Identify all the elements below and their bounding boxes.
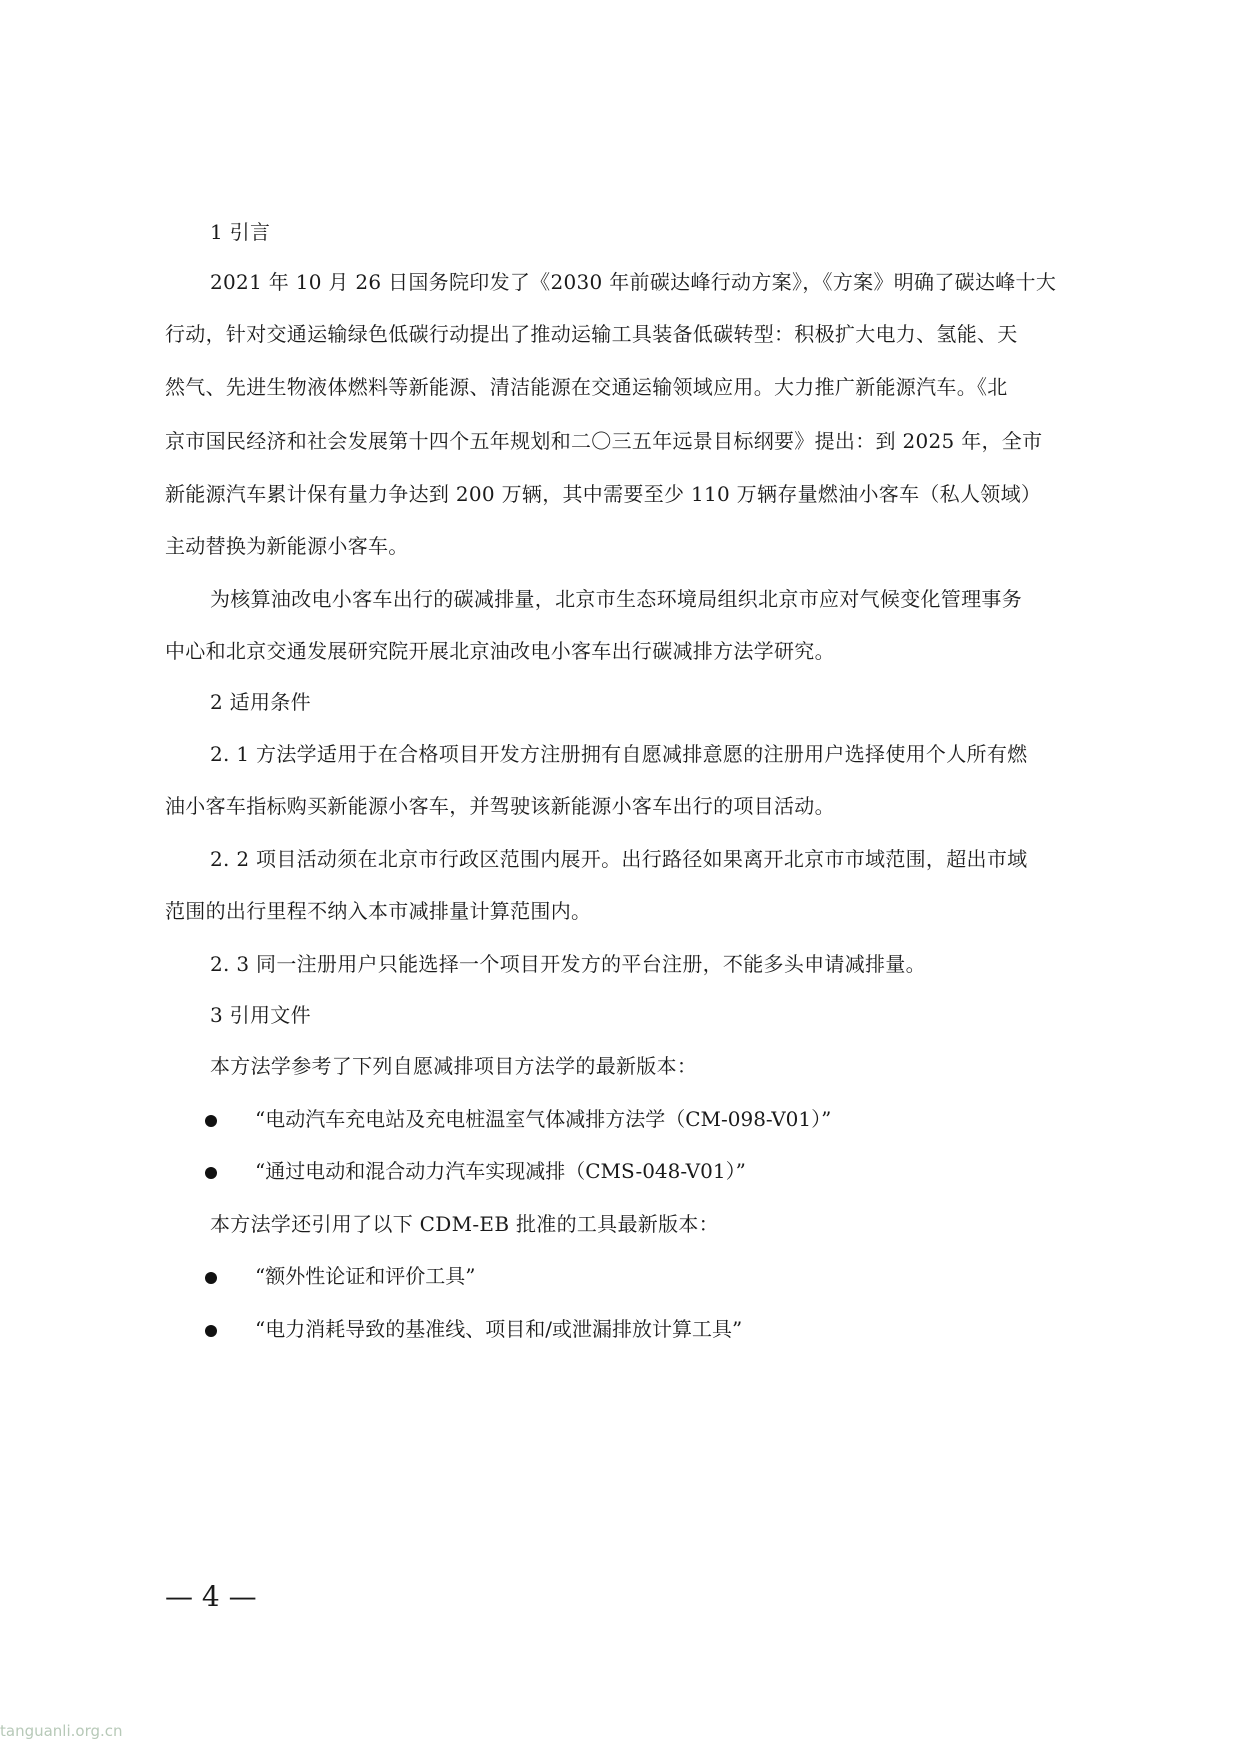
reference-item: “电动汽车充电站及充电桩温室气体减排方法学（CM-098-V01）” xyxy=(255,1107,832,1131)
paragraph-line: 为核算油改电小客车出行的碳减排量，北京市生态环境局组织北京市应对气候变化管理事务 xyxy=(210,587,1022,611)
paragraph-line: 新能源汽车累计保有量力争达到 200 万辆，其中需要至少 110 万辆存量燃油小客车（私人领域） xyxy=(165,482,1042,506)
paragraph-line: 行动，针对交通运输绿色低碳行动提出了推动运输工具装备低碳转型：积极扩大电力、氢能、天 xyxy=(165,322,1018,346)
clause-2-2-line: 范围的出行里程不纳入本市减排量计算范围内。 xyxy=(165,899,592,923)
clause-2-1-line: 油小客车指标购买新能源小客车，并驾驶该新能源小客车出行的项目活动。 xyxy=(165,794,835,818)
paragraph-line: 中心和北京交通发展研究院开展北京油改电小客车出行碳减排方法学研究。 xyxy=(165,639,835,663)
tool-item: “额外性论证和评价工具” xyxy=(255,1264,476,1288)
section-3-heading: 3 引用文件 xyxy=(210,1003,311,1027)
bullet-dot-icon xyxy=(205,1167,217,1179)
bullet-dot-icon xyxy=(205,1115,217,1127)
clause-2-3: 2. 3 同一注册用户只能选择一个项目开发方的平台注册，不能多头申请减排量。 xyxy=(210,952,926,976)
paragraph-line: 2021 年 10 月 26 日国务院印发了《2030 年前碳达峰行动方案》，《方案》明确了碳达峰十大 xyxy=(210,270,1057,294)
tools-intro: 本方法学还引用了以下 CDM-EB 批准的工具最新版本： xyxy=(210,1212,719,1236)
bullet-dot-icon xyxy=(205,1325,217,1337)
paragraph-line: 京市国民经济和社会发展第十四个五年规划和二〇三五年远景目标纲要》提出：到 2025 年，全市 xyxy=(165,429,1043,453)
paragraph-line: 然气、先进生物液体燃料等新能源、清洁能源在交通运输领域应用。大力推广新能源汽车。《北 xyxy=(165,375,1008,399)
section-1-heading: 1 引言 xyxy=(210,220,271,244)
watermark-text: tanguanli.org.cn xyxy=(0,1722,123,1740)
section-2-heading: 2 适用条件 xyxy=(210,690,311,714)
bullet-dot-icon xyxy=(205,1272,217,1284)
page-number: — 4 — xyxy=(165,1580,257,1613)
references-intro: 本方法学参考了下列自愿减排项目方法学的最新版本： xyxy=(210,1054,698,1078)
clause-2-2-line: 2. 2 项目活动须在北京市行政区范围内展开。出行路径如果离开北京市市域范围，超出市域 xyxy=(210,847,1028,871)
reference-item: “通过电动和混合动力汽车实现减排（CMS-048-V01）” xyxy=(255,1159,746,1183)
clause-2-1-line: 2. 1 方法学适用于在合格项目开发方注册拥有自愿减排意愿的注册用户选择使用个人所有燃 xyxy=(210,742,1028,766)
tool-item: “电力消耗导致的基准线、项目和/或泄漏排放计算工具” xyxy=(255,1317,743,1341)
paragraph-line: 主动替换为新能源小客车。 xyxy=(165,534,409,558)
